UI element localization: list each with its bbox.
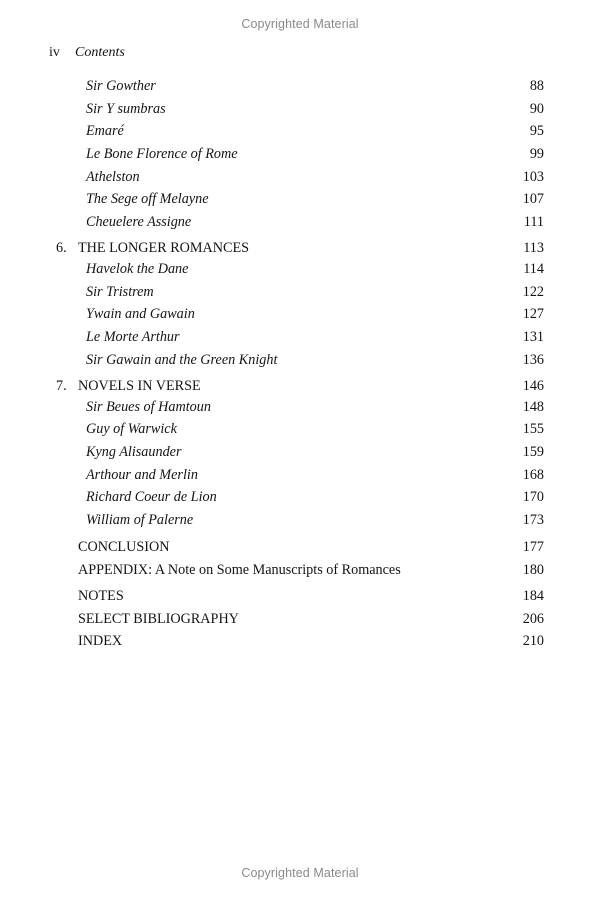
- toc-section-row: [0, 537, 600, 557]
- toc-page-number: 159: [522, 443, 544, 460]
- toc-page-number: 210: [522, 633, 544, 649]
- toc-entry-title: Havelok the Dane: [86, 261, 189, 277]
- toc-entry-title: Sir Tristrem: [86, 283, 154, 300]
- toc-entry-title: NOTES: [78, 587, 124, 604]
- toc-page-number: 206: [522, 610, 544, 627]
- toc-entry-row: [0, 121, 600, 141]
- toc-entry-row: [0, 76, 600, 96]
- toc-page-number: 146: [522, 377, 544, 394]
- toc-entry-title: Emaré: [86, 123, 124, 139]
- toc-entry-title: THE LONGER ROMANCES: [78, 239, 250, 256]
- toc-page-number: 90: [529, 100, 544, 117]
- toc-entry-row: [0, 259, 600, 279]
- toc-entry-title: Le Bone Florence of Rome: [86, 146, 238, 162]
- toc-entry-title: Sir Beues of Hamtoun: [86, 398, 211, 415]
- toc-section-row: [0, 609, 600, 629]
- toc-page-number: 88: [529, 78, 544, 94]
- toc-page-number: 170: [522, 489, 544, 505]
- toc-entry-title: INDEX: [78, 633, 123, 649]
- toc-entry-row: [0, 304, 600, 324]
- toc-page-number: 148: [522, 398, 544, 415]
- toc-entry-title: NOVELS IN VERSE: [78, 377, 201, 394]
- toc-entry-title: Le Morte Arthur: [86, 328, 180, 345]
- toc-entry-title: Arthour and Merlin: [86, 466, 198, 483]
- toc-page-number: 113: [523, 239, 544, 256]
- toc-entry-title: Guy of Warwick: [86, 421, 177, 437]
- copyright-watermark-top: Copyrighted Material: [241, 17, 359, 31]
- toc-chapter-row: [0, 238, 600, 258]
- toc-entry-row: [0, 465, 600, 485]
- toc-page-number: 177: [522, 538, 544, 555]
- toc-entry-title: William of Palerne: [86, 512, 194, 528]
- toc-page-number: 155: [522, 421, 544, 437]
- toc-page-number: 95: [529, 123, 544, 139]
- toc-page-number: 114: [523, 261, 544, 277]
- toc-page-number: 122: [522, 283, 544, 300]
- toc-page-number: 131: [522, 328, 544, 345]
- toc-section-row: [0, 560, 600, 580]
- chapter-number: 6.: [56, 239, 67, 256]
- toc-page-number: 127: [522, 306, 544, 322]
- toc-entry-row: [0, 144, 600, 164]
- toc-page-number: 173: [522, 512, 544, 528]
- toc-entry-row: [0, 167, 600, 187]
- toc-page-number: 107: [522, 191, 544, 207]
- toc-entry-row: [0, 282, 600, 302]
- toc-entry-row: [0, 99, 600, 119]
- toc-entry-row: [0, 189, 600, 209]
- toc-entry-title: Sir Gawain and the Green Knight: [86, 351, 278, 368]
- copyright-watermark-bottom: Copyrighted Material: [241, 866, 359, 880]
- toc-entry-row: [0, 442, 600, 462]
- toc-page-number: 103: [522, 168, 544, 185]
- toc-entry-title: APPENDIX: A Note on Some Manuscripts of Romances: [78, 561, 401, 578]
- toc-entry-row: [0, 487, 600, 507]
- toc-page-number: 99: [529, 146, 544, 162]
- toc-entry-title: Ywain and Gawain: [86, 306, 195, 322]
- toc-entry-row: [0, 419, 600, 439]
- toc-entry-row: [0, 212, 600, 232]
- toc-entry-title: The Sege off Melayne: [86, 191, 209, 207]
- toc-entry-title: Richard Coeur de Lion: [86, 489, 217, 505]
- page-folio: iv: [49, 45, 60, 60]
- toc-entry-row: [0, 510, 600, 530]
- running-head-title: Contents: [75, 45, 125, 60]
- toc-page-number: 180: [522, 561, 544, 578]
- toc-entry-row: [0, 350, 600, 370]
- toc-page-number: 111: [523, 213, 544, 230]
- toc-entry-title: Cheuelere Assigne: [86, 213, 192, 230]
- toc-page-number: 184: [522, 587, 544, 604]
- toc-entry-title: Sir Y sumbras: [86, 100, 166, 117]
- toc-entry-title: Sir Gowther: [86, 78, 156, 94]
- toc-entry-row: [0, 327, 600, 347]
- toc-chapter-row: [0, 376, 600, 396]
- toc-section-row: [0, 586, 600, 606]
- toc-entry-row: [0, 397, 600, 417]
- toc-entry-title: Kyng Alisaunder: [86, 443, 182, 460]
- toc-page-number: 136: [522, 351, 544, 368]
- toc-page-number: 168: [522, 466, 544, 483]
- toc-entry-title: Athelston: [86, 168, 140, 185]
- toc-entry-title: SELECT BIBLIOGRAPHY: [78, 610, 239, 627]
- chapter-number: 7.: [56, 377, 67, 394]
- toc-section-row: [0, 631, 600, 651]
- toc-entry-title: CONCLUSION: [78, 538, 170, 555]
